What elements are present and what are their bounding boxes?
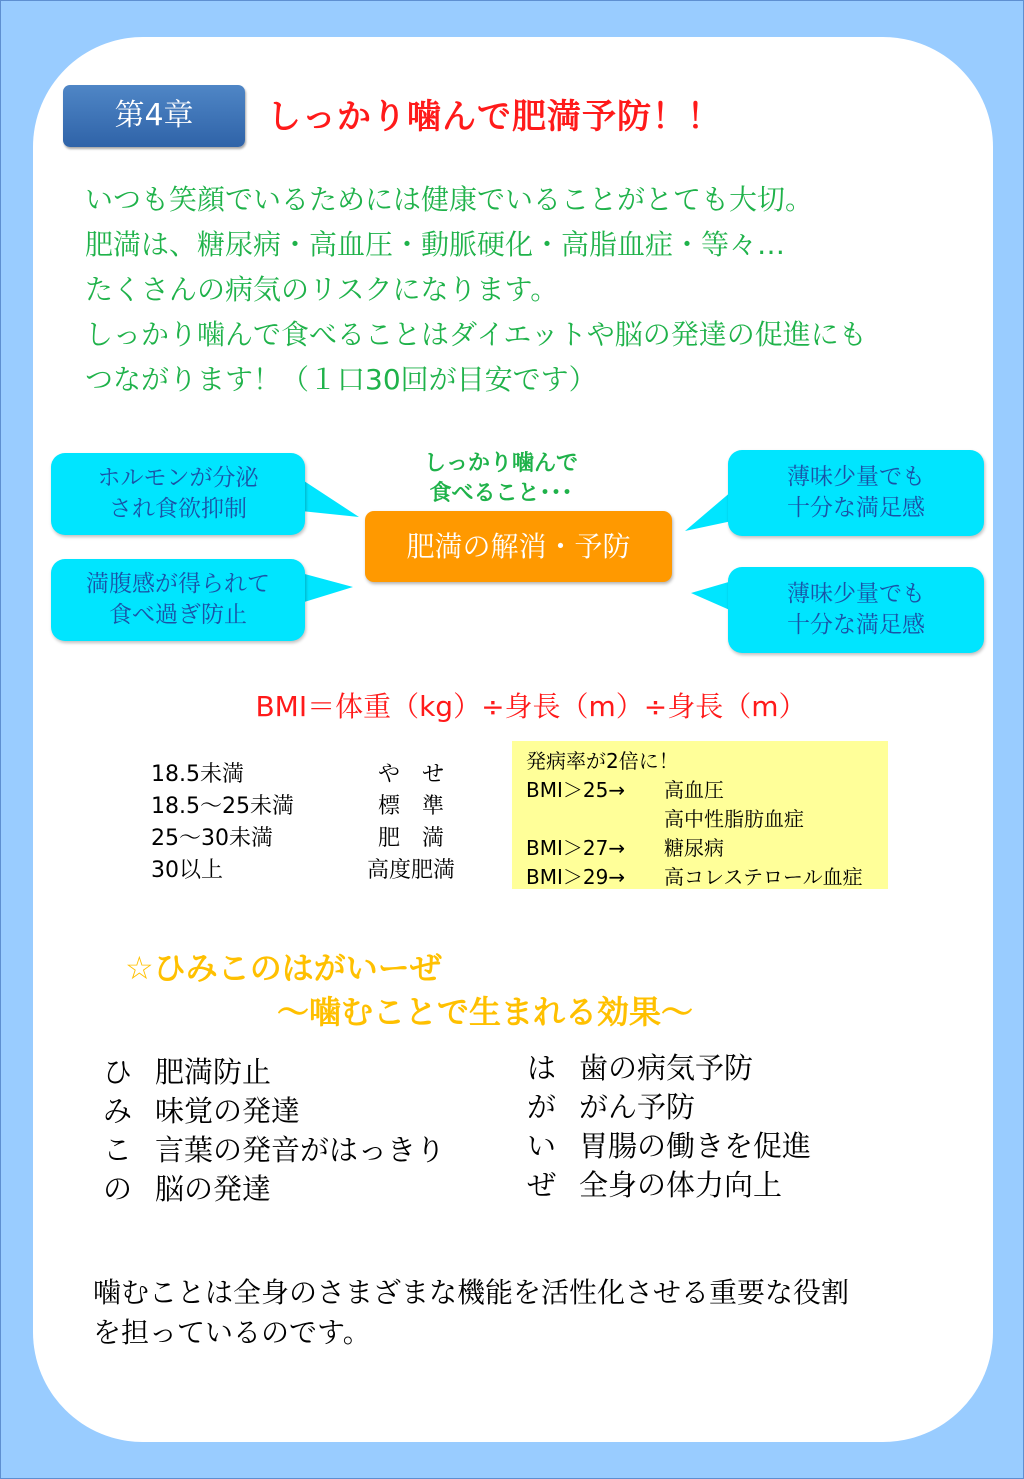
callout-fullness (51, 559, 305, 641)
bmi-classification-table (151, 759, 466, 887)
closing-line: を担っているのです。 (93, 1316, 371, 1349)
list-item (527, 1166, 811, 1205)
risk-disease: 糖尿病 (664, 836, 724, 860)
callout-line: 薄味少量でも (787, 464, 925, 490)
risk-header: 発病率が2倍に！ (526, 749, 679, 773)
himiko-list-left (103, 1053, 445, 1209)
bmi-range: 18.5～25未満 (151, 794, 294, 819)
callout-line: 満腹感が得られて (86, 571, 270, 597)
himiko-subtitle: ～噛むことで生まれる効果～ (277, 993, 694, 1031)
risk-disease: 高血圧 (664, 778, 724, 802)
acrostic-text: 全身の体力向上 (579, 1168, 783, 1202)
callout-tail-right-top (685, 491, 732, 531)
table-row (151, 759, 466, 791)
risk-row (526, 776, 888, 805)
risk-disease: 高コレステロール血症 (664, 865, 863, 889)
bmi-class: 高度肥満 (366, 858, 455, 883)
intro-line: いつも笑顔でいるためには健康でいることがとても大切。 (85, 183, 814, 216)
intro-line: たくさんの病気のリスクになります。 (85, 273, 559, 306)
intro-line: しっかり噛んで食べることはダイエットや脳の発達の促進にも (85, 318, 867, 351)
callout-tail-right-bottom (691, 581, 732, 611)
acrostic-text: 肥満防止 (155, 1055, 272, 1089)
callout-line: 十分な満足感 (787, 612, 925, 638)
closing-text (93, 1273, 953, 1353)
acrostic-letter: こ (103, 1133, 133, 1167)
acrostic-letter: み (103, 1094, 133, 1128)
list-item (103, 1131, 445, 1170)
intro-line: つながります！（１口30回が目安です） (85, 363, 597, 396)
disease-risk-box (512, 741, 888, 889)
risk-row (526, 834, 888, 863)
caption-line: 食べること･･･ (429, 481, 573, 506)
risk-bmi (526, 805, 664, 834)
list-item (527, 1049, 811, 1088)
callout-line: 十分な満足感 (787, 495, 925, 521)
list-item (527, 1127, 811, 1166)
risk-disease: 高中性脂肪血症 (664, 807, 804, 831)
intro-line: 肥満は、糖尿病・高血圧・動脈硬化・高脂血症・等々… (85, 228, 786, 261)
caption-line: しっかり噛んで (423, 451, 578, 476)
acrostic-text: 胃腸の働きを促進 (579, 1129, 812, 1163)
acrostic-text: がん予防 (579, 1090, 696, 1124)
himiko-title: ☆ひみこのはがいーぜ (125, 949, 442, 987)
table-row (151, 823, 466, 855)
list-item (103, 1170, 445, 1209)
callout-hormone (51, 453, 305, 535)
acrostic-text: 歯の病気予防 (579, 1051, 754, 1085)
bmi-class: 標 準 (377, 794, 444, 819)
obesity-prevention-box: 肥満の解消・予防 (365, 511, 672, 582)
callout-tail-left-top (301, 479, 359, 517)
bmi-formula: BMI＝体重（kg）÷身長（m）÷身長（m） (255, 690, 807, 723)
table-row (151, 791, 466, 823)
risk-row (526, 805, 888, 834)
risk-bmi: BMI＞29→ (526, 865, 626, 889)
bmi-range: 30以上 (151, 858, 223, 883)
acrostic-text: 脳の発達 (155, 1172, 272, 1206)
risk-bmi: BMI＞25→ (526, 778, 626, 802)
bmi-range: 25～30未満 (151, 826, 273, 851)
risk-row (526, 863, 888, 892)
list-item (103, 1092, 445, 1131)
callout-satisfaction-top (728, 450, 984, 536)
risk-bmi: BMI＞27→ (526, 836, 626, 860)
list-item (103, 1053, 445, 1092)
acrostic-text: 味覚の発達 (155, 1094, 301, 1128)
bmi-range: 18.5未満 (151, 762, 244, 787)
acrostic-letter: ひ (103, 1055, 133, 1089)
callout-line: ホルモンが分泌 (97, 465, 259, 491)
bmi-class: や せ (377, 762, 444, 787)
table-row (151, 855, 466, 887)
acrostic-letter: い (527, 1129, 557, 1163)
himiko-list-right (527, 1049, 811, 1205)
closing-line: 噛むことは全身のさまざまな機能を活性化させる重要な役割 (93, 1276, 850, 1309)
page-title: しっかり噛んで肥満予防！！ (267, 97, 722, 137)
list-item (527, 1088, 811, 1127)
acrostic-text: 言葉の発音がはっきり (155, 1133, 446, 1167)
callout-line: 薄味少量でも (787, 581, 925, 607)
acrostic-letter: ぜ (527, 1168, 557, 1202)
acrostic-letter: は (527, 1051, 557, 1085)
acrostic-letter: が (527, 1090, 557, 1124)
acrostic-letter: の (103, 1172, 133, 1206)
bmi-class: 肥 満 (377, 826, 444, 851)
callout-line: 食べ過ぎ防止 (109, 602, 247, 628)
chapter-badge: 第4章 (63, 85, 245, 147)
callout-satisfaction-bottom (728, 567, 984, 653)
callout-line: され食欲抑制 (109, 496, 247, 522)
diagram-caption (401, 449, 601, 509)
callout-tail-left-bottom (301, 573, 353, 603)
